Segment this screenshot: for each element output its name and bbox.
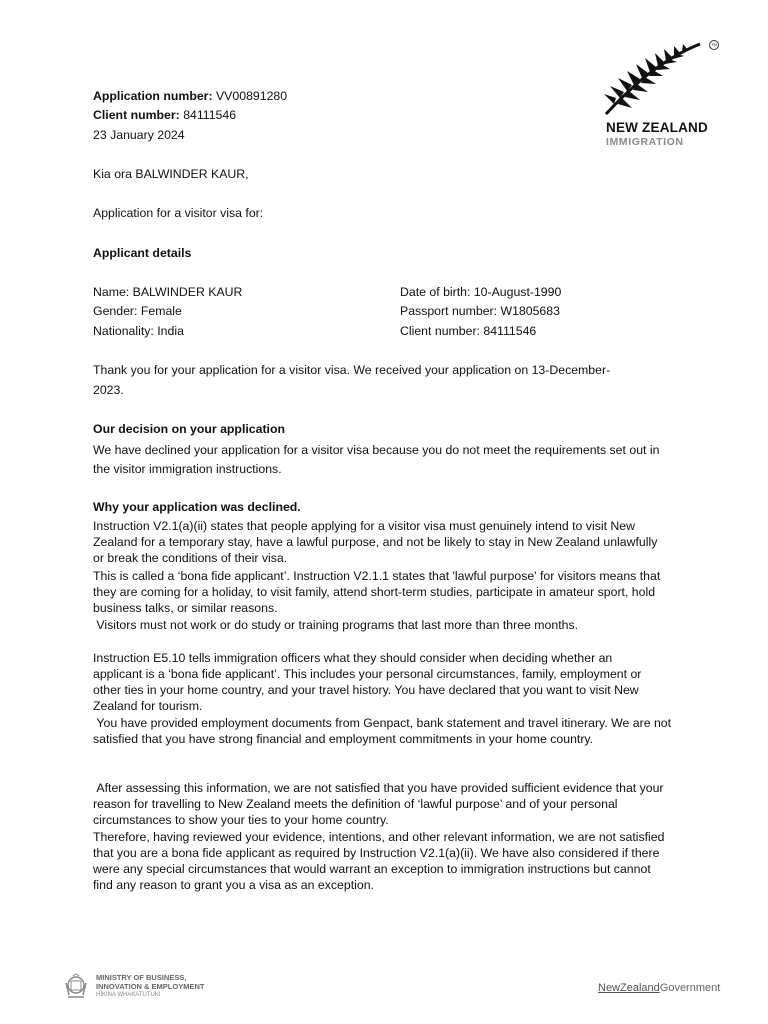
applicant-dob: Date of birth: 10-August-1990: [400, 285, 562, 299]
client-number-line: [93, 107, 236, 123]
assessment-paragraph-2: Therefore, having reviewed your evidence, intentions, and other relevant information, we are not satisfied that you are a bona fide applicant as required by Instruction V2.1(a)(ii). We have also considered if there were any special circumstances that would warrant an exception to immigration instructions but cannot find any reason to grant you a visa as an exception.: [93, 830, 665, 892]
ministry-line-2: INNOVATION & EMPLOYMENT: [96, 981, 205, 991]
ministry-line-3: HĪKINA WHAKATUTUKI: [96, 992, 161, 999]
why-paragraph-2: This is called a ‘bona fide applicant’. Instruction V2.1.1 states that 'lawful purpose' for visitors means that they are coming for a holiday, to visit family, attend short-term studies, participate in amateur sport, hold business talks, or similar reasons.: [93, 569, 661, 615]
applicant-gender: Gender: Female: [93, 304, 182, 318]
logo-title: NEW ZEALAND: [606, 120, 708, 135]
silver-fern-icon: [600, 38, 720, 118]
thank-you-line-1: Thank you for your application for a visitor visa. We received your application on 13-December-: [93, 363, 611, 377]
greeting: Kia ora BALWINDER KAUR,: [93, 167, 249, 181]
applicant-nationality: Nationality: India: [93, 324, 184, 338]
ministry-name: [96, 974, 204, 1000]
client-number-label: Client number:: [93, 108, 180, 122]
thank-you-line-2: 2023.: [93, 383, 124, 397]
decision-text: We have declined your application for a visitor visa because you do not meet the requirements set out in the visitor immigration instructions.: [93, 443, 660, 476]
client-number-value: 84111546: [183, 108, 237, 122]
subject-line: Application for a visitor visa for:: [93, 206, 264, 220]
application-number-line: [93, 88, 287, 104]
applicant-passport: Passport number: W1805683: [400, 304, 560, 318]
assessment-paragraph-1: After assessing this information, we are not satisfied that you have provided sufficient evidence that your reason for travelling to New Zealand meets the definition of ‘lawful purpose’ and of your personal circumstances to show your ties to your home country.: [93, 781, 667, 827]
logo-subtitle: IMMIGRATION: [606, 136, 684, 148]
letter-date: 23 January 2024: [93, 128, 185, 142]
e510-paragraph-2: You have provided employment documents from Genpact, bank statement and travel itinerary. We are not satisfied that you have strong financial and employment commitments in your home country.: [93, 716, 675, 746]
decision-heading: Our decision on your application: [93, 422, 285, 436]
ministry-line-1: MINISTRY OF BUSINESS,: [96, 973, 187, 983]
ministry-footer: [62, 973, 204, 1001]
nz-government-part-2: Government: [659, 982, 721, 994]
applicant-client-number: Client number: 84111546: [400, 324, 537, 338]
nz-government-logo: [598, 982, 720, 994]
application-number-value: VV00891280: [215, 89, 288, 103]
why-paragraph-3: Visitors must not work or do study or training programs that last more than three months.: [93, 618, 579, 632]
e510-paragraph-1: Instruction E5.10 tells immigration officers what they should consider when deciding whether an applicant is a ‘bona fide applicant’. This includes your personal circumstances, family, employment or other ties in your home country, and your travel history. You have declared that you want to visit New Zealand for tourism.: [93, 651, 642, 713]
applicant-details-heading: Applicant details: [93, 246, 192, 260]
coat-of-arms-icon: [62, 973, 90, 1001]
why-paragraph-1: Instruction V2.1(a)(ii) states that people applying for a visitor visa must genuinely intend to visit New Zealand for a temporary stay, have a lawful purpose, and not be likely to stay in New Zealand unlawfully or break the conditions of their visa.: [93, 519, 658, 565]
nz-government-part-1: NewZealand: [598, 982, 660, 994]
trademark-badge: TM: [709, 40, 719, 50]
why-heading: Why your application was declined.: [93, 500, 301, 514]
applicant-name: Name: BALWINDER KAUR: [93, 285, 243, 299]
application-number-label: Application number:: [93, 89, 213, 103]
